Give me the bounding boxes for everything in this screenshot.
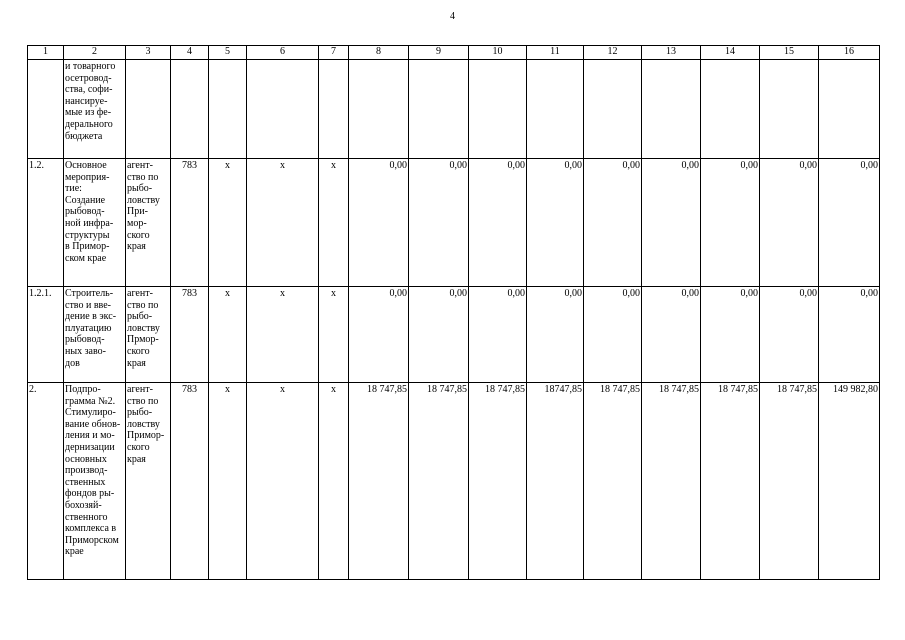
amount-cell: 0,00 xyxy=(349,159,409,287)
amount-cell xyxy=(584,60,642,159)
col5-cell: х xyxy=(209,287,247,383)
col6-cell: х xyxy=(247,383,319,580)
amount-cell: 0,00 xyxy=(469,159,527,287)
row-number-cell: 1.2. xyxy=(28,159,64,287)
table-row xyxy=(28,159,880,287)
code-cell: 783 xyxy=(171,159,209,287)
column-header: 2 xyxy=(64,46,126,60)
item-name-cell: Основное мероприя- тие: Создание рыбовод- ной инфра- структуры в Примор- ском крае xyxy=(64,159,126,287)
col5-cell: х xyxy=(209,383,247,580)
row-number-cell xyxy=(28,60,64,159)
budget-table xyxy=(27,45,880,580)
amount-cell: 18 747,85 xyxy=(760,383,819,580)
col7-cell: х xyxy=(319,287,349,383)
row-number-cell: 2. xyxy=(28,383,64,580)
amount-cell: 0,00 xyxy=(819,287,880,383)
amount-cell: 0,00 xyxy=(527,159,584,287)
amount-cell xyxy=(701,60,760,159)
row-number-cell: 1.2.1. xyxy=(28,287,64,383)
column-header: 12 xyxy=(584,46,642,60)
table-body xyxy=(28,60,880,580)
amount-cell: 0,00 xyxy=(409,159,469,287)
column-header: 1 xyxy=(28,46,64,60)
item-name-cell: Строитель- ство и вве- дение в экс- плуатацию рыбовод- ных заво- дов xyxy=(64,287,126,383)
agency-cell: агент- ство по рыбо- ловству Прмор- ского края xyxy=(126,287,171,383)
agency-cell xyxy=(126,60,171,159)
column-header: 16 xyxy=(819,46,880,60)
amount-cell: 18 747,85 xyxy=(349,383,409,580)
column-number-header-row xyxy=(28,46,880,60)
column-header: 4 xyxy=(171,46,209,60)
column-header: 13 xyxy=(642,46,701,60)
column-header: 6 xyxy=(247,46,319,60)
code-cell xyxy=(171,60,209,159)
column-header: 5 xyxy=(209,46,247,60)
amount-cell xyxy=(819,60,880,159)
amount-cell: 18 747,85 xyxy=(584,383,642,580)
col7-cell xyxy=(319,60,349,159)
col6-cell: х xyxy=(247,287,319,383)
column-header: 9 xyxy=(409,46,469,60)
amount-cell xyxy=(527,60,584,159)
amount-cell: 18 747,85 xyxy=(409,383,469,580)
amount-cell: 0,00 xyxy=(701,287,760,383)
amount-cell xyxy=(409,60,469,159)
col7-cell: х xyxy=(319,383,349,580)
col7-cell: х xyxy=(319,159,349,287)
column-header: 10 xyxy=(469,46,527,60)
amount-cell: 0,00 xyxy=(760,287,819,383)
col5-cell: х xyxy=(209,159,247,287)
amount-cell: 18 747,85 xyxy=(469,383,527,580)
amount-cell: 18 747,85 xyxy=(642,383,701,580)
amount-cell: 0,00 xyxy=(349,287,409,383)
column-header: 8 xyxy=(349,46,409,60)
amount-cell: 18747,85 xyxy=(527,383,584,580)
amount-cell: 149 982,80 xyxy=(819,383,880,580)
amount-cell: 0,00 xyxy=(701,159,760,287)
agency-cell: агент- ство по рыбо- ловству Примор- ского края xyxy=(126,383,171,580)
table-row xyxy=(28,287,880,383)
column-header: 11 xyxy=(527,46,584,60)
amount-cell: 0,00 xyxy=(527,287,584,383)
amount-cell: 0,00 xyxy=(760,159,819,287)
column-header: 15 xyxy=(760,46,819,60)
amount-cell: 0,00 xyxy=(819,159,880,287)
item-name-cell: и товарного осетровод- ства, софи- нансируе- мые из фе- дерального бюджета xyxy=(64,60,126,159)
table-row xyxy=(28,383,880,580)
amount-cell: 0,00 xyxy=(584,159,642,287)
amount-cell: 0,00 xyxy=(584,287,642,383)
item-name-cell: Подпро- грамма №2. Стимулиро- вание обнов- ления и мо- дернизации основных производ- ственных фондов ры- бохозяй- ственного комплекса в Приморском крае xyxy=(64,383,126,580)
page-number: 4 xyxy=(450,11,455,22)
col5-cell xyxy=(209,60,247,159)
col6-cell xyxy=(247,60,319,159)
amount-cell xyxy=(642,60,701,159)
code-cell: 783 xyxy=(171,287,209,383)
amount-cell xyxy=(349,60,409,159)
code-cell: 783 xyxy=(171,383,209,580)
column-header: 14 xyxy=(701,46,760,60)
amount-cell: 18 747,85 xyxy=(701,383,760,580)
table-row xyxy=(28,60,880,159)
amount-cell: 0,00 xyxy=(469,287,527,383)
amount-cell: 0,00 xyxy=(642,287,701,383)
amount-cell xyxy=(469,60,527,159)
column-header: 3 xyxy=(126,46,171,60)
amount-cell xyxy=(760,60,819,159)
column-header: 7 xyxy=(319,46,349,60)
col6-cell: х xyxy=(247,159,319,287)
amount-cell: 0,00 xyxy=(409,287,469,383)
agency-cell: агент- ство по рыбо- ловству При- мор- ского края xyxy=(126,159,171,287)
amount-cell: 0,00 xyxy=(642,159,701,287)
